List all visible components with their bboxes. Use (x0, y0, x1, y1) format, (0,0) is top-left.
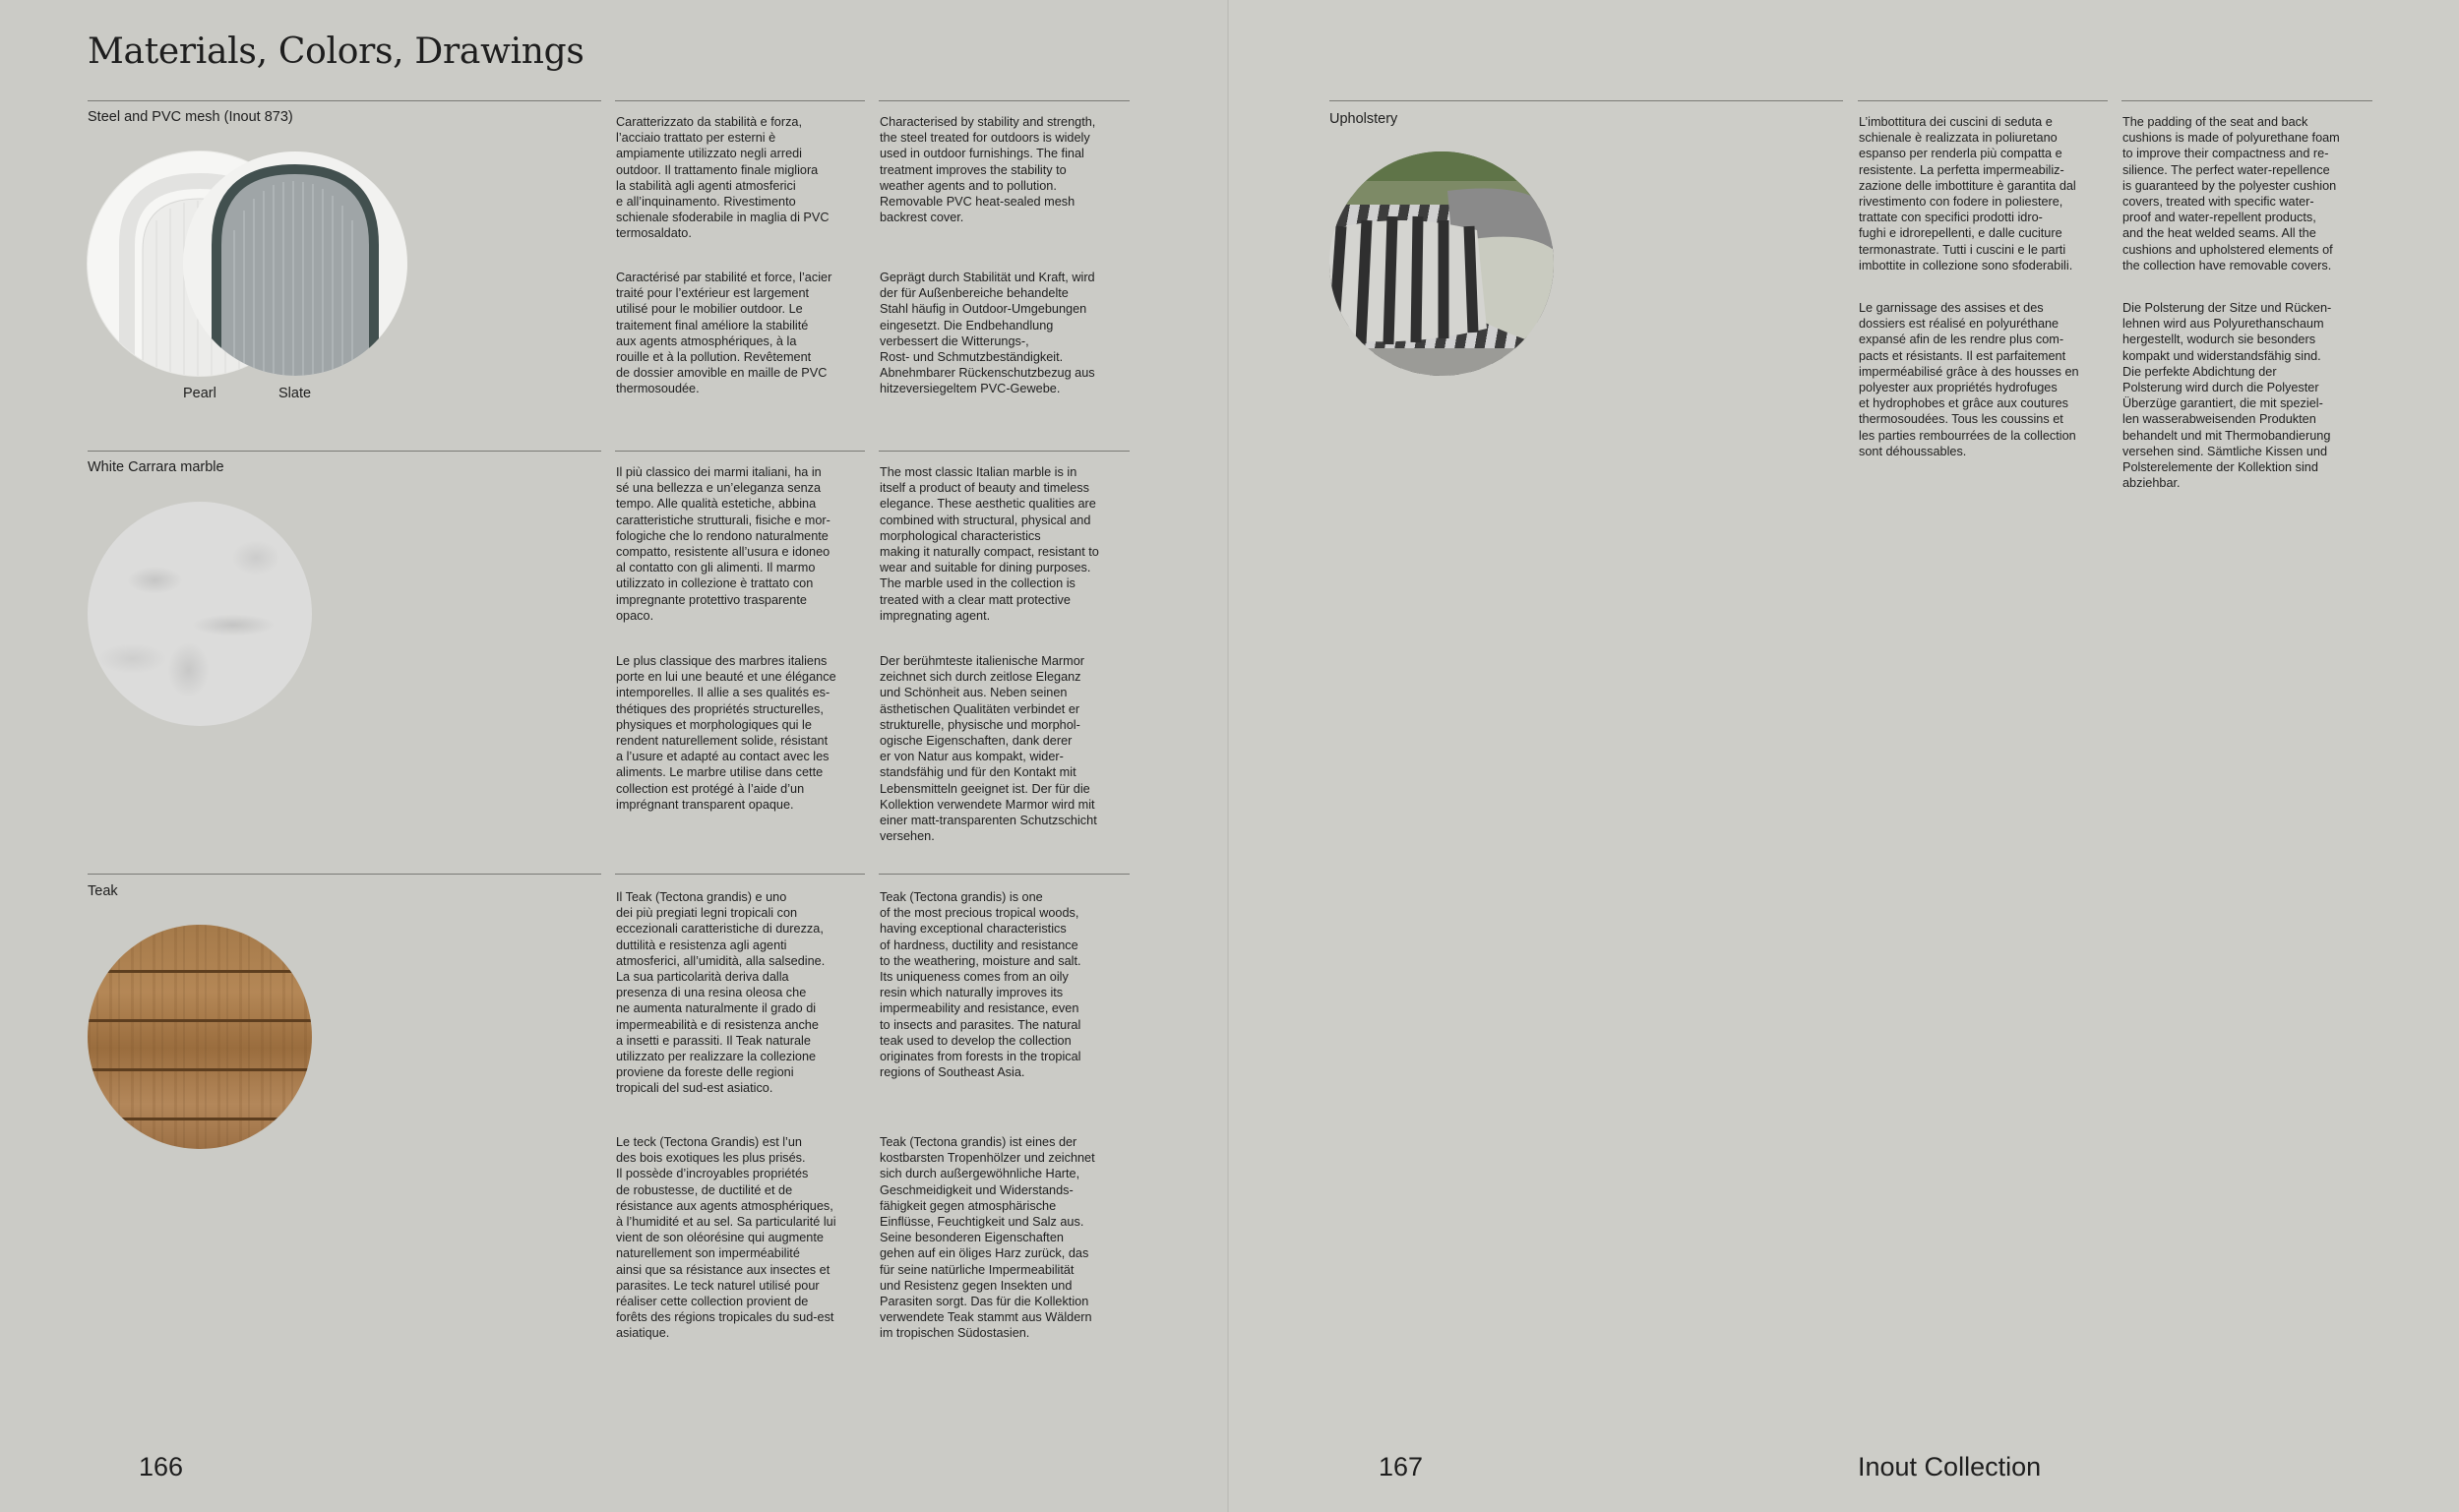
marble-text-german: Der berühmteste italienische Marmor zeichnet sich durch zeitlose Eleganz und Schönheit aus. Neben seinen ästhetischen Qualitäten verbindet er strukturelle, physische und morphol- ogische Eigenschaften, dank derer er von Natur aus kompakt, wider- standsfähig und für den Kontakt mit Lebensmitteln geeignet ist. Der für die Kollektion verwendete Marmor wird mit einer matt-transparenten Schutzschicht versehen. (880, 654, 1097, 844)
section-divider (2121, 100, 2372, 101)
mesh-text-english: Characterised by stability and strength, the steel treated for outdoors is widely used in outdoor furnishings. The final treatment improves the stability to weather agents and to pollution. Removable PVC heat-sealed mesh backrest cover. (880, 115, 1096, 225)
mesh-section-label: Steel and PVC mesh (Inout 873) (88, 109, 293, 125)
mesh-text-french: Caractérisé par stabilité et force, l’acier traité pour l’extérieur est largement utilisé pour le mobilier outdoor. Le traitement final améliore la stabilité aux agents atmosphériques, à la rouille et à la pollution. Revêtement de dossier amovible en maille de PVC thermosoudée. (616, 271, 832, 396)
upholstery-text-german: Die Polsterung der Sitze und Rücken- lehnen wird aus Polyurethanschaum hergestellt, wodurch sie besonders kompakt und widerstandsfähig sind. Die perfekte Abdichtung der Polsterung wird durch die Polyester Überzüge garantiert, die mit speziel- len wasserabweisenden Produkten behandelt und mit Thermobandierung versehen sind. Sämtliche Kissen und Polsterelemente der Kollektion sind abziehbar. (2122, 301, 2332, 491)
teak-text-german: Teak (Tectona grandis) ist eines der kostbarsten Tropenhölzer und zeichnet sich durch außergewöhnliche Harte, Geschmeidigkeit und Widerstands- fähigkeit gegen atmosphärische Einflüsse, Feuchtigkeit und Salz aus. Seine besonderen Eigenschaften gehen auf ein öliges Harz zurück, das für seine natürliche Impermeabilität und Resistenz gegen Insekten und Parasiten sorgt. Das für die Kollektion verwendete Teak stammt aus Wäldern im tropischen Südostasien. (880, 1135, 1095, 1341)
marble-swatch-image (88, 502, 312, 726)
marble-section-label: White Carrara marble (88, 459, 224, 475)
upholstery-text-french: Le garnissage des assises et des dossiers est réalisé en polyuréthane expansé afin de les rendre plus com- pacts et résistants. Il est parfaitement imperméabilisé grâce à des housses en polyester aux propriétés hydrofuges et hydrophobes et grâce aux coutures thermosoudées. Tous les coussins et les parties rembourrées de la collection sont déhoussables. (1859, 301, 2079, 458)
upholstery-photo (1329, 151, 1554, 376)
marble-text-english: The most classic Italian marble is in itself a product of beauty and timeless elegance. These aesthetic qualities are combined with structural, physical and morphological characteristics making it naturally compact, resistant to wear and suitable for dining purposes. The marble used in the collection is treated with a clear matt protective impregnating agent. (880, 465, 1099, 623)
collection-name: Inout Collection (1858, 1452, 2042, 1482)
marble-text-italian: Il più classico dei marmi italiani, ha in sé una bellezza e un’eleganza senza tempo. Alle qualità estetiche, abbina caratteristiche strutturali, fisiche e mor- fologiche che lo rendono naturalmente compatto, resistente all’usura e idoneo al contatto con gli alimenti. Il marmo utilizzato in collezione è trattato con impregnante protettivo trasparente opaco. (616, 465, 830, 623)
section-divider (88, 874, 601, 875)
marble-text-french: Le plus classique des marbres italiens porte en lui une beauté et une élégance intemporelles. Il allie a ses qualités es- thétiques des propriétés structurelles, physiques et morphologiques qui le rendent naturellement solide, résistant a l’usure et adapté au contact avec les aliments. Le marbre utilise dans cette collection est protégé à l’aide d’un imprégnant transparent opaque. (616, 654, 836, 812)
section-divider (879, 100, 1130, 101)
section-divider (1858, 100, 2108, 101)
section-divider (88, 451, 601, 452)
page-number-left: 166 (139, 1452, 184, 1482)
slate-caption: Slate (278, 386, 312, 401)
teak-text-english: Teak (Tectona grandis) is one of the most precious tropical woods, having exceptional characteristics of hardness, ductility and resistance to the weathering, moisture and salt. Its uniqueness comes from an oily resin which naturally improves its impermeability and resistance, even to insects and parasites. The natural teak used to develop the collection originates from forests in the tropical regions of Southeast Asia. (880, 890, 1081, 1080)
section-divider (615, 100, 865, 101)
teak-text-french: Le teck (Tectona Grandis) est l’un des bois exotiques les plus prisés. Il possède d’incroyables propriétés de robustesse, de ductilité et de résistance aux agents atmosphériques, à l’humidité et au sel. Sa particularité lui vient de son oléorésine qui augmente naturellement son imperméabilité ainsi que sa résistance aux insectes et parasites. Le teck naturel utilisé pour réaliser cette collection provient de forêts des régions tropicales du sud-est asiatique. (616, 1135, 836, 1341)
page-title: Materials, Colors, Drawings (88, 31, 584, 72)
teak-text-italian: Il Teak (Tectona grandis) e uno dei più pregiati legni tropicali con eccezionali caratteristiche di durezza, duttilità e resistenza agli agenti atmosferici, all’umidità, alla salsedine. La sua particolarità deriva dalla presenza di una resina oleosa che ne aumenta naturalmente il grado di impermeabilità e di resistenza anche a insetti e parassiti. Il Teak naturale utilizzato per realizzare la collezione proviene da foreste delle regioni tropicali del sud-est asiatico. (616, 890, 826, 1096)
teak-section-label: Teak (88, 883, 118, 899)
upholstery-text-italian: L’imbottitura dei cuscini di seduta e schienale è realizzata in poliuretano espanso per renderla più compatta e resistente. La perfetta impermeabiliz- zazione delle imbottiture è garantita dal rivestimento con fodere in poliestere, trattate con specifici prodotti idro- fughi e idrorepellenti, e dalle cuciture termonastrate. Tutti i cuscini e le parti imbottite in collezione sono sfoderabili. (1859, 115, 2076, 272)
teak-swatch-image (88, 925, 312, 1149)
section-divider (879, 874, 1130, 875)
pearl-caption: Pearl (183, 386, 216, 401)
section-divider (879, 451, 1130, 452)
slate-swatch-image (183, 151, 407, 376)
left-page (0, 0, 1229, 1512)
section-divider (615, 451, 865, 452)
upholstery-text-english: The padding of the seat and back cushions is made of polyurethane foam to improve their compactness and re- silience. The perfect water-repellence is guaranteed by the polyester cushion covers, treated with specific water- proof and water-repellent products, and the heat welded seams. All the cushions and upholstered elements of the collection have removable covers. (2122, 115, 2340, 272)
mesh-text-german: Geprägt durch Stabilität und Kraft, wird der für Außenbereiche behandelte Stahl häufig in Outdoor-Umgebungen eingesetzt. Die Endbehandlung verbessert die Witterungs-, Rost- und Schmutzbeständigkeit. Abnehmbarer Rückenschutzbezug aus hitzeversiegeltem PVC-Gewebe. (880, 271, 1095, 396)
page-number-right: 167 (1379, 1452, 1424, 1482)
section-divider (615, 874, 865, 875)
section-divider (1329, 100, 1843, 101)
upholstery-section-label: Upholstery (1329, 111, 1398, 127)
right-page (1229, 0, 2459, 1512)
mesh-text-italian: Caratterizzato da stabilità e forza, l’acciaio trattato per esterni è ampiamente utilizzato negli arredi outdoor. Il trattamento finale migliora la stabilità agli agenti atmosferici e all’inquinamento. Rivestimento schienale sfoderabile in maglia di PVC termosaldato. (616, 115, 830, 241)
section-divider (88, 100, 601, 101)
